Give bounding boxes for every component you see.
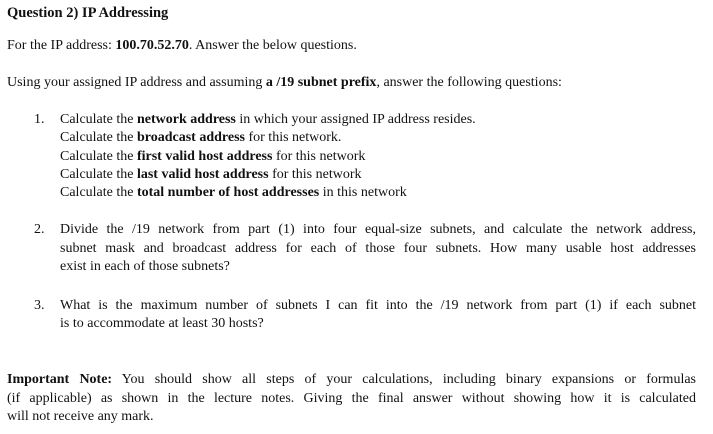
note-text: You should show all steps of your calculations, including binary expansions or formulas <box>112 372 696 387</box>
note-label: Important Note: <box>7 372 113 387</box>
line-text: for this network. <box>244 130 342 145</box>
item-1-line-2 <box>60 129 341 147</box>
item-2-number: 2. <box>34 222 45 237</box>
item-1-line-1 <box>60 111 476 129</box>
line-text: for this network <box>272 149 366 164</box>
line-text: in this network <box>319 185 407 200</box>
ip-line-suffix: . Answer the below questions. <box>188 38 357 53</box>
note-line-3: will not receive any mark. <box>7 409 154 424</box>
line-text: Calculate the <box>60 149 137 164</box>
item-2-line-3: exist in each of those subnets? <box>60 259 230 274</box>
line-emphasis: first valid host address <box>136 149 273 164</box>
item-1-line-4 <box>60 166 362 184</box>
line-text: Calculate the <box>60 112 137 127</box>
item-3-line-1: What is the maximum number of subnets I can fit into the /19 network from part (1) if each subnet <box>60 298 696 313</box>
item-1-line-3 <box>60 148 365 166</box>
instructions-line <box>7 74 562 92</box>
intro-suffix: , answer the following questions: <box>376 75 562 90</box>
item-1-number: 1. <box>34 112 45 127</box>
note-line-1 <box>7 371 696 389</box>
line-emphasis: broadcast address <box>136 130 245 145</box>
line-text: for this network <box>268 167 362 182</box>
ip-line-prefix: For the IP address: <box>7 38 116 53</box>
subnet-prefix-emphasis: a /19 subnet prefix <box>265 75 377 90</box>
item-3-number: 3. <box>34 298 45 313</box>
intro-prefix: Using your assigned IP address and assuming <box>7 75 266 90</box>
item-2-line-2: subnet mask and broadcast address for each of those four subnets. How many usable host addresses <box>60 241 696 256</box>
item-1-line-5 <box>60 184 407 202</box>
line-text: Calculate the <box>60 130 137 145</box>
note-line-2: (if applicable) as shown in the lecture notes. Giving the final answer without showing how it is calculated <box>7 391 696 406</box>
line-emphasis: last valid host address <box>136 167 269 182</box>
line-text: Calculate the <box>60 185 137 200</box>
line-emphasis: total number of host addresses <box>136 185 320 200</box>
item-3-line-2: is to accommodate at least 30 hosts? <box>60 316 264 331</box>
item-2-line-1: Divide the /19 network from part (1) into four equal-size subnets, and calculate the network address, <box>60 222 696 237</box>
line-text: Calculate the <box>60 167 137 182</box>
question-title: Question 2) IP Addressing <box>7 5 169 21</box>
line-text: in which your assigned IP address resides. <box>235 112 476 127</box>
ip-address-value: 100.70.52.70 <box>115 38 189 53</box>
line-emphasis: network address <box>136 112 236 127</box>
ip-address-line <box>7 37 357 55</box>
